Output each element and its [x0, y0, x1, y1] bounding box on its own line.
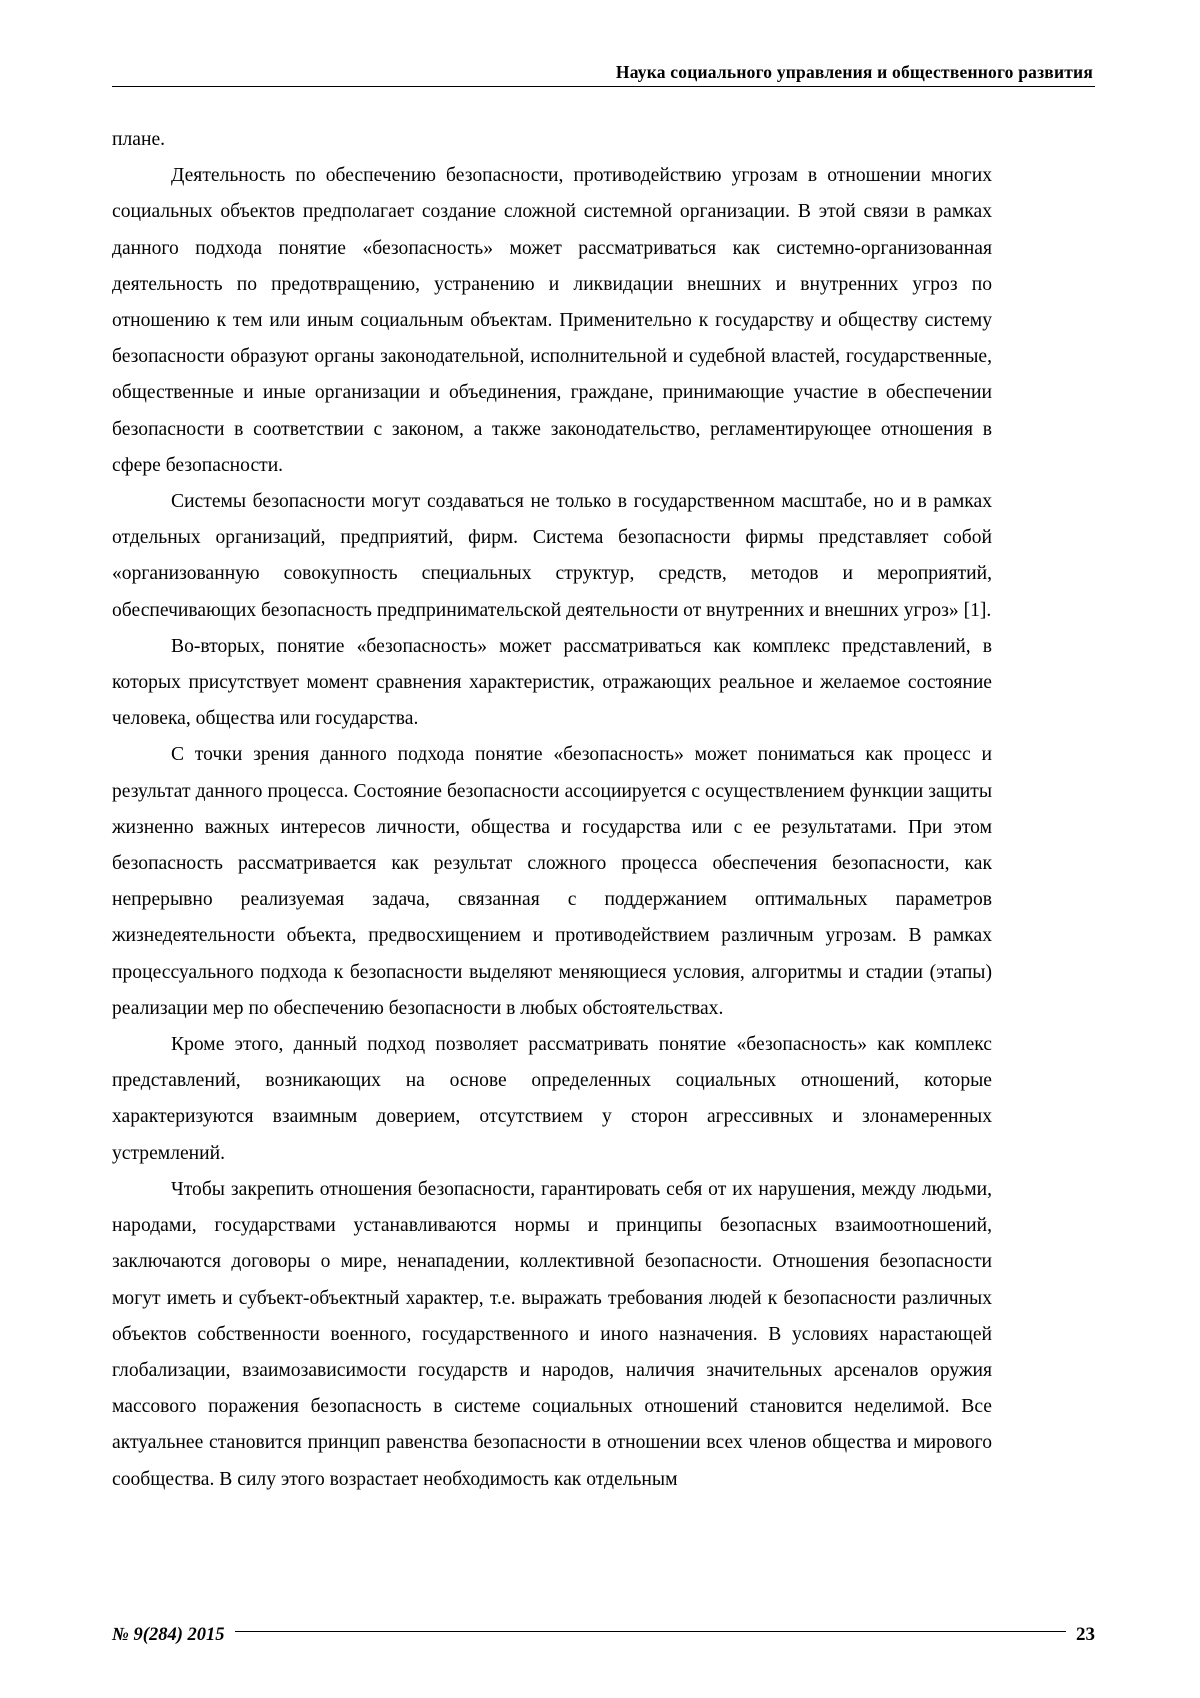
issue-label: № 9(284) 2015	[112, 1624, 225, 1645]
paragraph: плане.	[112, 129, 166, 150]
page-header	[112, 62, 1095, 90]
paragraph: Во-вторых, понятие «безопасность» может рассматриваться как комплекс представлений, в которых присутствует момент сравнения характеристик, отражающих реальное и желаемое состояние человека, общества или государства.	[112, 635, 992, 730]
running-title: Наука социального управления и общественного развития	[615, 62, 1093, 82]
paragraph: Деятельность по обеспечению безопасности, противодействию угрозам в отношении многих социальных объектов предполагает создание сложной системной организации. В этой связи в рамках данного подхода понятие «безопасность» может рассматриваться как системно-организованная деятельность по предотвращению, устранению и ликвидации внешних и внутренних угроз по отношению к тем или иным социальным объектам. Применительно к государству и обществу систему безопасности образуют органы законодательной, исполнительной и судебной властей, государственные, общественные и иные организации и объединения, граждане, принимающие участие в обеспечении безопасности в соответствии с законом, а также законодательство, регламентирующее отношения в сфере безопасности.	[112, 165, 992, 476]
paragraph: Кроме этого, данный подход позволяет рассматривать понятие «безопасность» как комплекс представлений, возникающих на основе определенных социальных отношений, которые характеризуются взаимным доверием, отсутствием у сторон агрессивных и злонамеренных устремлений.	[112, 1034, 992, 1164]
paragraph: С точки зрения данного подхода понятие «безопасность» может пониматься как процесс и результат данного процесса. Состояние безопасности ассоциируется с осуществлением функции защиты жизненно важных интересов личности, общества и государства или с ее результатами. При этом безопасность рассматривается как результат сложного процесса обеспечения безопасности, как непрерывно реализуемая задача, связанная с поддержанием оптимальных параметров жизнедеятельности объекта, предвосхищением и противодействием различным угрозам. В рамках процессуального подхода к безопасности выделяют меняющиеся условия, алгоритмы и стадии (этапы) реализации мер по обеспечению безопасности в любых обстоятельствах.	[112, 744, 992, 1019]
footer-divider	[235, 1630, 1067, 1632]
paragraph: Системы безопасности могут создаваться не только в государственном масштабе, но и в рамках отдельных организаций, предприятий, фирм. Система безопасности фирмы представляет собой «организованную совокупность специальных структур, средств, методов и мероприятий, обеспечивающих безопасность предпринимательской деятельности от внутренних и внешних угроз» [1].	[112, 491, 992, 621]
page-number: 23	[1076, 1624, 1095, 1645]
header-divider	[112, 86, 1095, 87]
page-footer	[112, 1624, 1095, 1646]
paragraph: Чтобы закрепить отношения безопасности, гарантировать себя от их нарушения, между людьми, народами, государствами устанавливаются нормы и принципы безопасных взаимоотношений, заключаются договоры о мире, ненападении, коллективной безопасности. Отношения безопасности могут иметь и субъект-объектный характер, т.е. выражать требования людей к безопасности различных объектов собственности военного, государственного и иного назначения. В условиях нарастающей глобализации, взаимозависимости государств и народов, наличия значительных арсеналов оружия массового поражения безопасность в системе социальных отношений становится неделимой. Все актуальнее становится принцип равенства безопасности в отношении всех членов общества и мирового сообщества. В силу этого возрастает необходимость как отдельным	[112, 1178, 992, 1490]
body-text	[112, 122, 992, 1498]
